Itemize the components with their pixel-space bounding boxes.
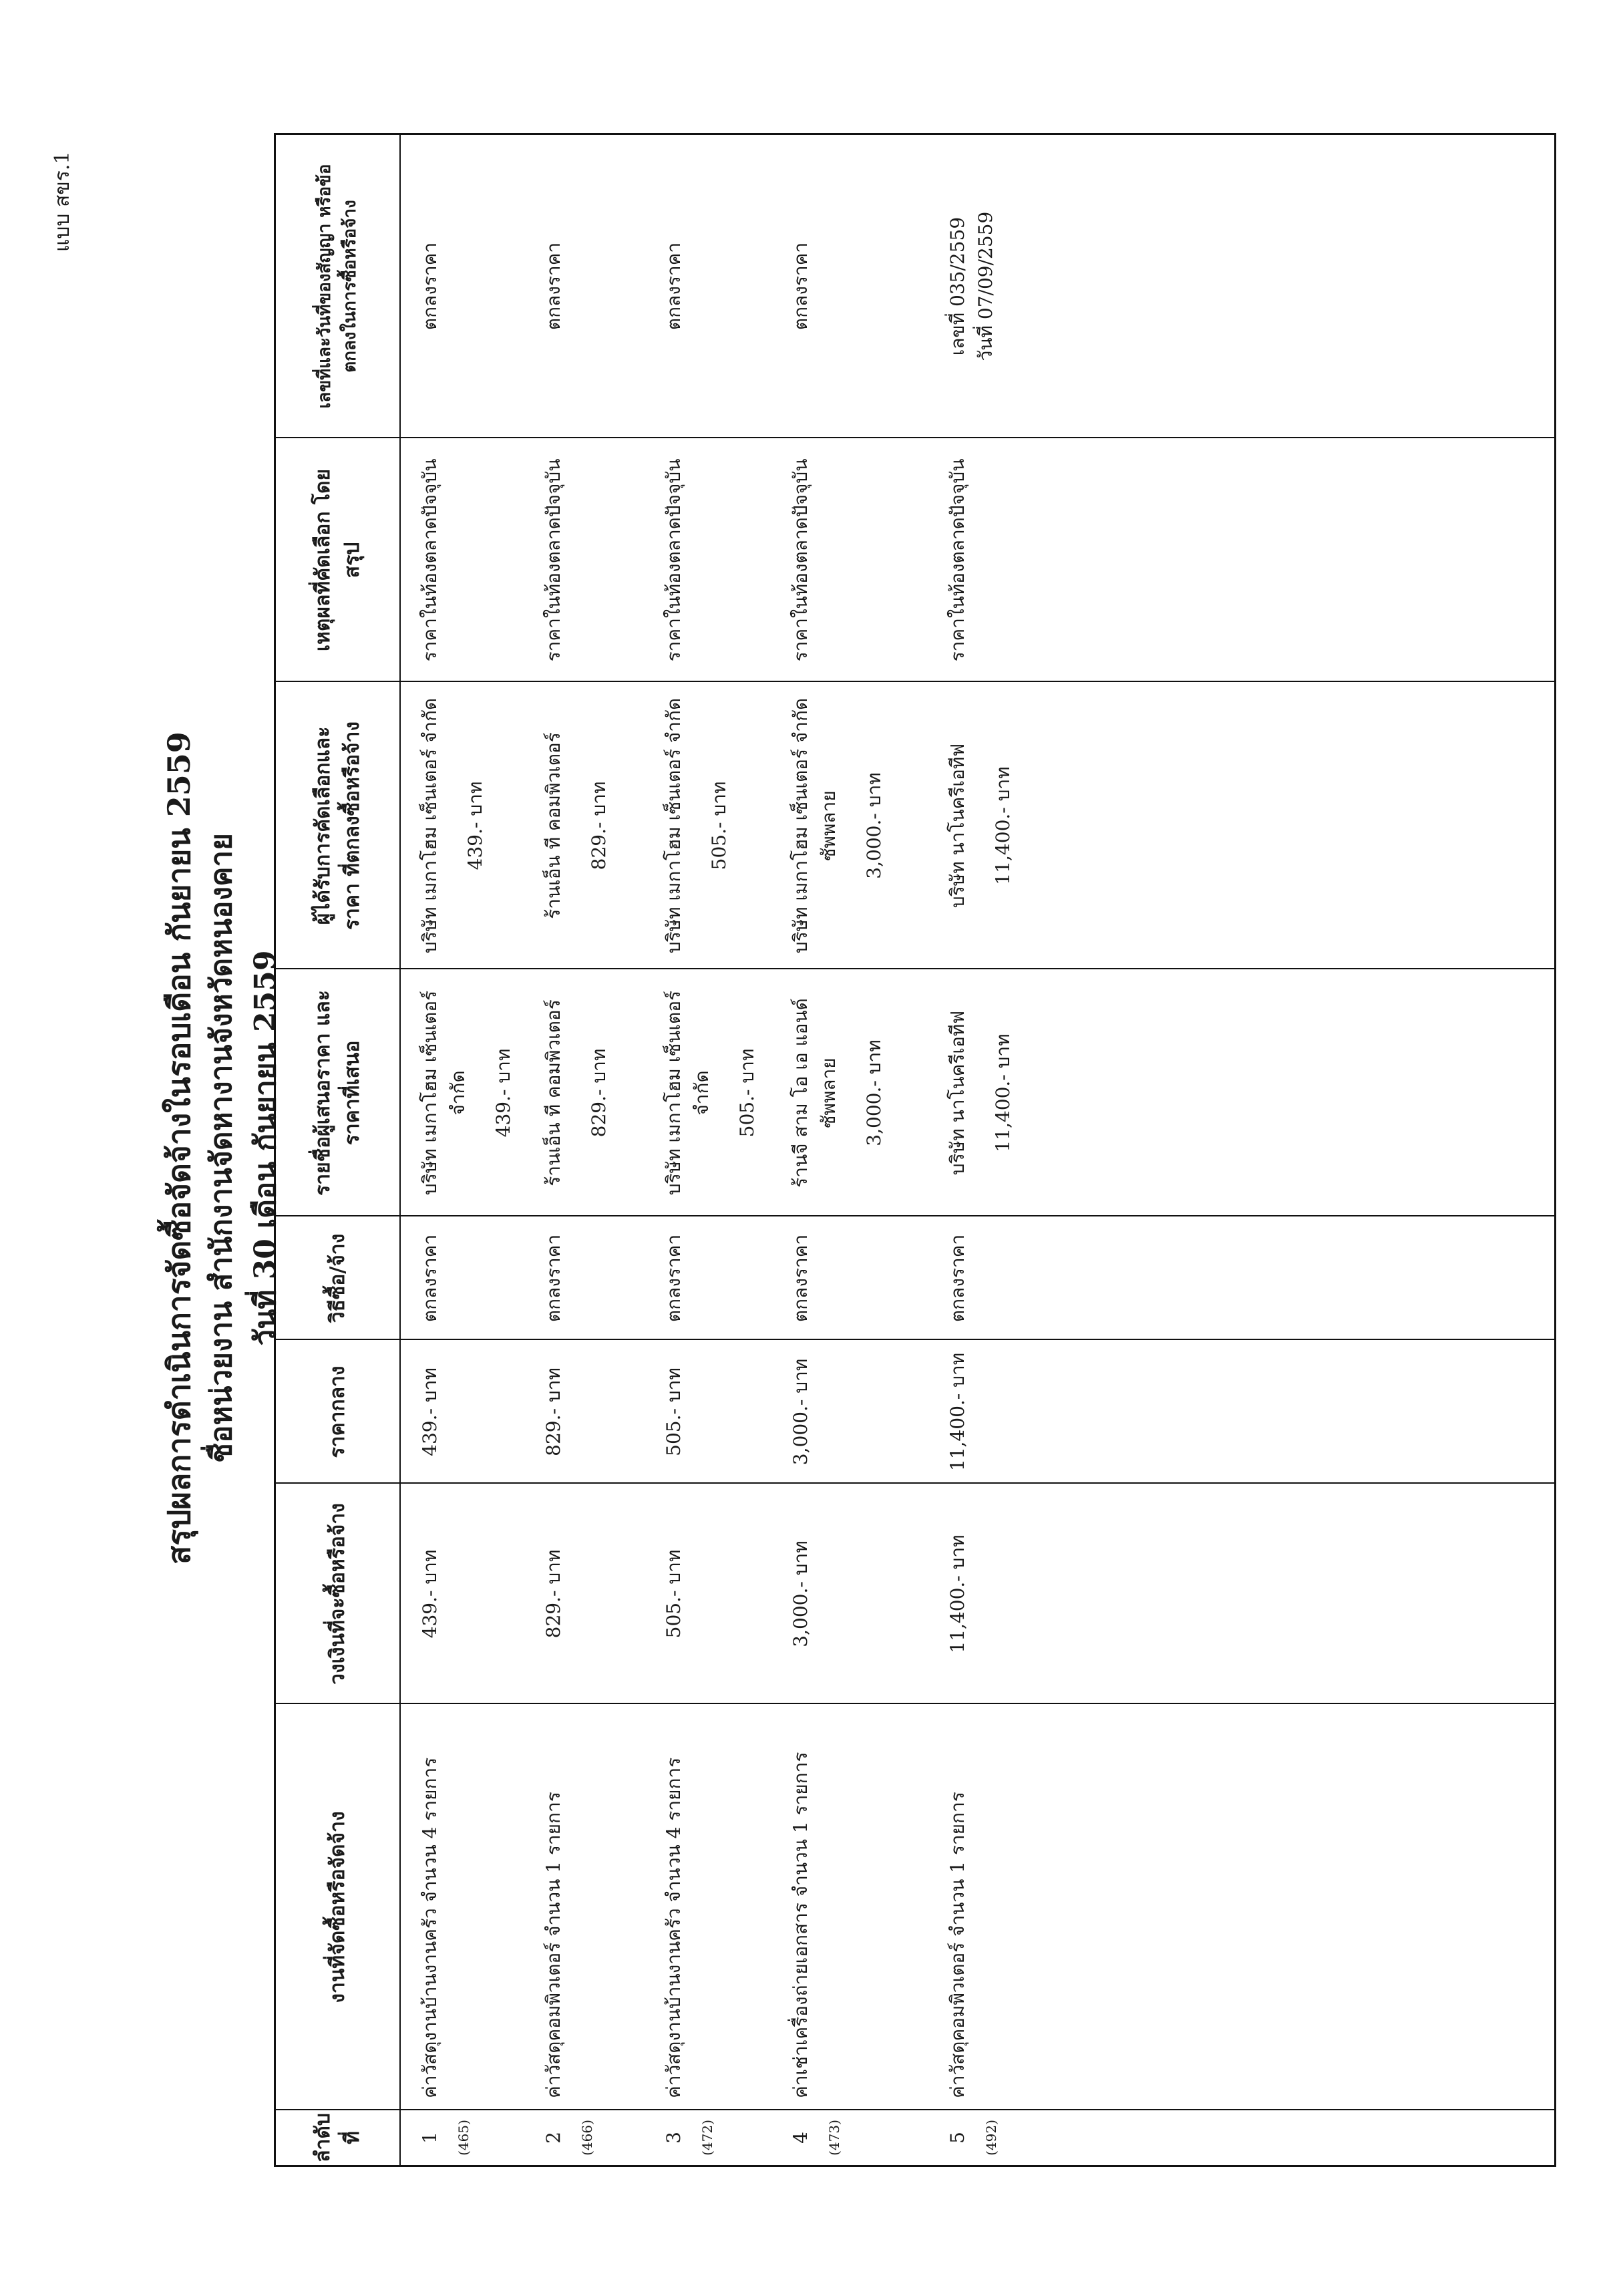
row-median: 505.- บาท <box>663 1367 685 1456</box>
header-median: ราคากลาง <box>325 1365 349 1458</box>
column-divider <box>276 1703 1554 1704</box>
header-bidders: รายชื่อผู้เสนอราคา และราคาที่เสนอ <box>311 990 364 1196</box>
row-contract: ตกลงราคา <box>789 242 812 331</box>
row-reason: ราคาในท้องตลาดปัจจุบัน <box>663 458 685 662</box>
header-divider <box>399 135 401 2165</box>
column-divider <box>276 1482 1554 1484</box>
row-bidders: บริษัท เมกาโฮม เซ็นเตอร์ จำกัด 505.- บาท <box>663 990 758 1196</box>
row-no: 3 (472) <box>663 2120 715 2156</box>
report-date: วันที่ 30 เดือน กันยายน 2559 <box>248 950 283 1346</box>
row-budget: 505.- บาท <box>663 1549 685 1639</box>
header-no: ลำดับที่ <box>311 2113 364 2162</box>
row-item: ค่าวัสดุงานบ้านงานครัว จำนวน 4 รายการ <box>419 1757 441 2098</box>
header-reason: เหตุผลที่คัดเลือก โดยสรุป <box>311 468 364 652</box>
row-no: 1 (465) <box>419 2120 472 2156</box>
column-divider <box>276 437 1554 438</box>
row-median: 3,000.- บาท <box>789 1358 812 1466</box>
header-item: งานที่จัดซื้อหรือจัดจ้าง <box>325 1811 349 2003</box>
form-code: แบบ สขร.1 <box>51 151 74 252</box>
row-method: ตกลงราคา <box>542 1234 564 1323</box>
row-median: 439.- บาท <box>419 1367 441 1456</box>
row-winner: บริษัท เมกาโฮม เซ็นเตอร์ จำกัด 505.- บาท <box>663 697 730 954</box>
row-contract: ตกลงราคา <box>663 242 685 331</box>
header-winner: ผู้ได้รับการคัดเลือกและราคา ที่ตกลงซื้อหรือจ้าง <box>311 721 364 931</box>
row-reason: ราคาในท้องตลาดปัจจุบัน <box>419 458 441 662</box>
row-budget: 3,000.- บาท <box>789 1540 812 1647</box>
row-bidders: บริษัท เมกาโฮม เซ็นเตอร์ จำกัด 439.- บาท <box>419 990 514 1196</box>
row-method: ตกลงราคา <box>789 1234 812 1323</box>
row-no: 2 (466) <box>542 2120 595 2156</box>
report-title: สรุปผลการดำเนินการจัดซื้อจัดจ้างในรอบเดือน กันยายน 2559 <box>161 731 197 1565</box>
row-winner: บริษัท เมกาโฮม เซ็นเตอร์ จำกัด ซัพพลาย 3,000.- บาท <box>789 697 885 954</box>
row-method: ตกลงราคา <box>946 1234 968 1323</box>
row-no: 5 (492) <box>946 2120 999 2156</box>
row-item: ค่าเช่าเครื่องถ่ายเอกสาร จำนวน 1 รายการ <box>789 1752 812 2098</box>
row-contract: ตกลงราคา <box>542 242 564 331</box>
row-bidders: ร้านเอ็น ที คอมพิวเตอร์ 829.- บาท <box>542 999 610 1186</box>
row-budget: 439.- บาท <box>419 1549 441 1639</box>
row-method: ตกลงราคา <box>663 1234 685 1323</box>
procurement-table <box>274 133 1556 2167</box>
row-item: ค่าวัสดุคอมพิวเตอร์ จำนวน 1 รายการ <box>946 1792 968 2098</box>
row-budget: 829.- บาท <box>542 1549 564 1639</box>
row-winner: บริษัท เมกาโฮม เซ็นเตอร์ จำกัด 439.- บาท <box>419 697 486 954</box>
row-winner: ร้านเอ็น ที คอมพิวเตอร์ 829.- บาท <box>542 732 610 919</box>
row-item: ค่าวัสดุงานบ้านงานครัว จำนวน 4 รายการ <box>663 1757 685 2098</box>
header-budget: วงเงินที่จะซื้อหรือจ้าง <box>325 1503 349 1685</box>
row-bidders: บริษัท นาโนครีเอทีฟ 11,400.- บาท <box>946 1010 1014 1176</box>
row-median: 11,400.- บาท <box>946 1352 968 1472</box>
column-divider <box>276 1339 1554 1340</box>
row-item: ค่าวัสดุคอมพิวเตอร์ จำนวน 1 รายการ <box>542 1792 564 2098</box>
row-winner: บริษัท นาโนครีเอทีฟ 11,400.- บาท <box>946 743 1014 909</box>
row-method: ตกลงราคา <box>419 1234 441 1323</box>
row-median: 829.- บาท <box>542 1367 564 1456</box>
row-reason: ราคาในท้องตลาดปัจจุบัน <box>542 458 564 662</box>
header-method: วิธีซื้อ/จ้าง <box>325 1233 349 1323</box>
header-contract: เลขที่และวันที่ของสัญญา หรือข้อตกลงในการซื้อหรือจ้าง <box>314 164 360 409</box>
row-no: 4 (473) <box>789 2120 842 2156</box>
row-budget: 11,400.- บาท <box>946 1534 968 1653</box>
row-contract: ตกลงราคา <box>419 242 441 331</box>
row-bidders: ร้านจี สาม โอ เอ แอนด์ ซัพพลาย 3,000.- บาท <box>789 998 885 1188</box>
row-reason: ราคาในท้องตลาดปัจจุบัน <box>946 458 968 662</box>
agency-name: ชื่อหน่วยงาน สำนักงานจัดหางานจังหวัดหนองคาย <box>204 833 238 1463</box>
row-contract: เลขที่ 035/2559 วันที่ 07/09/2559 <box>946 211 997 361</box>
row-reason: ราคาในท้องตลาดปัจจุบัน <box>789 458 812 662</box>
